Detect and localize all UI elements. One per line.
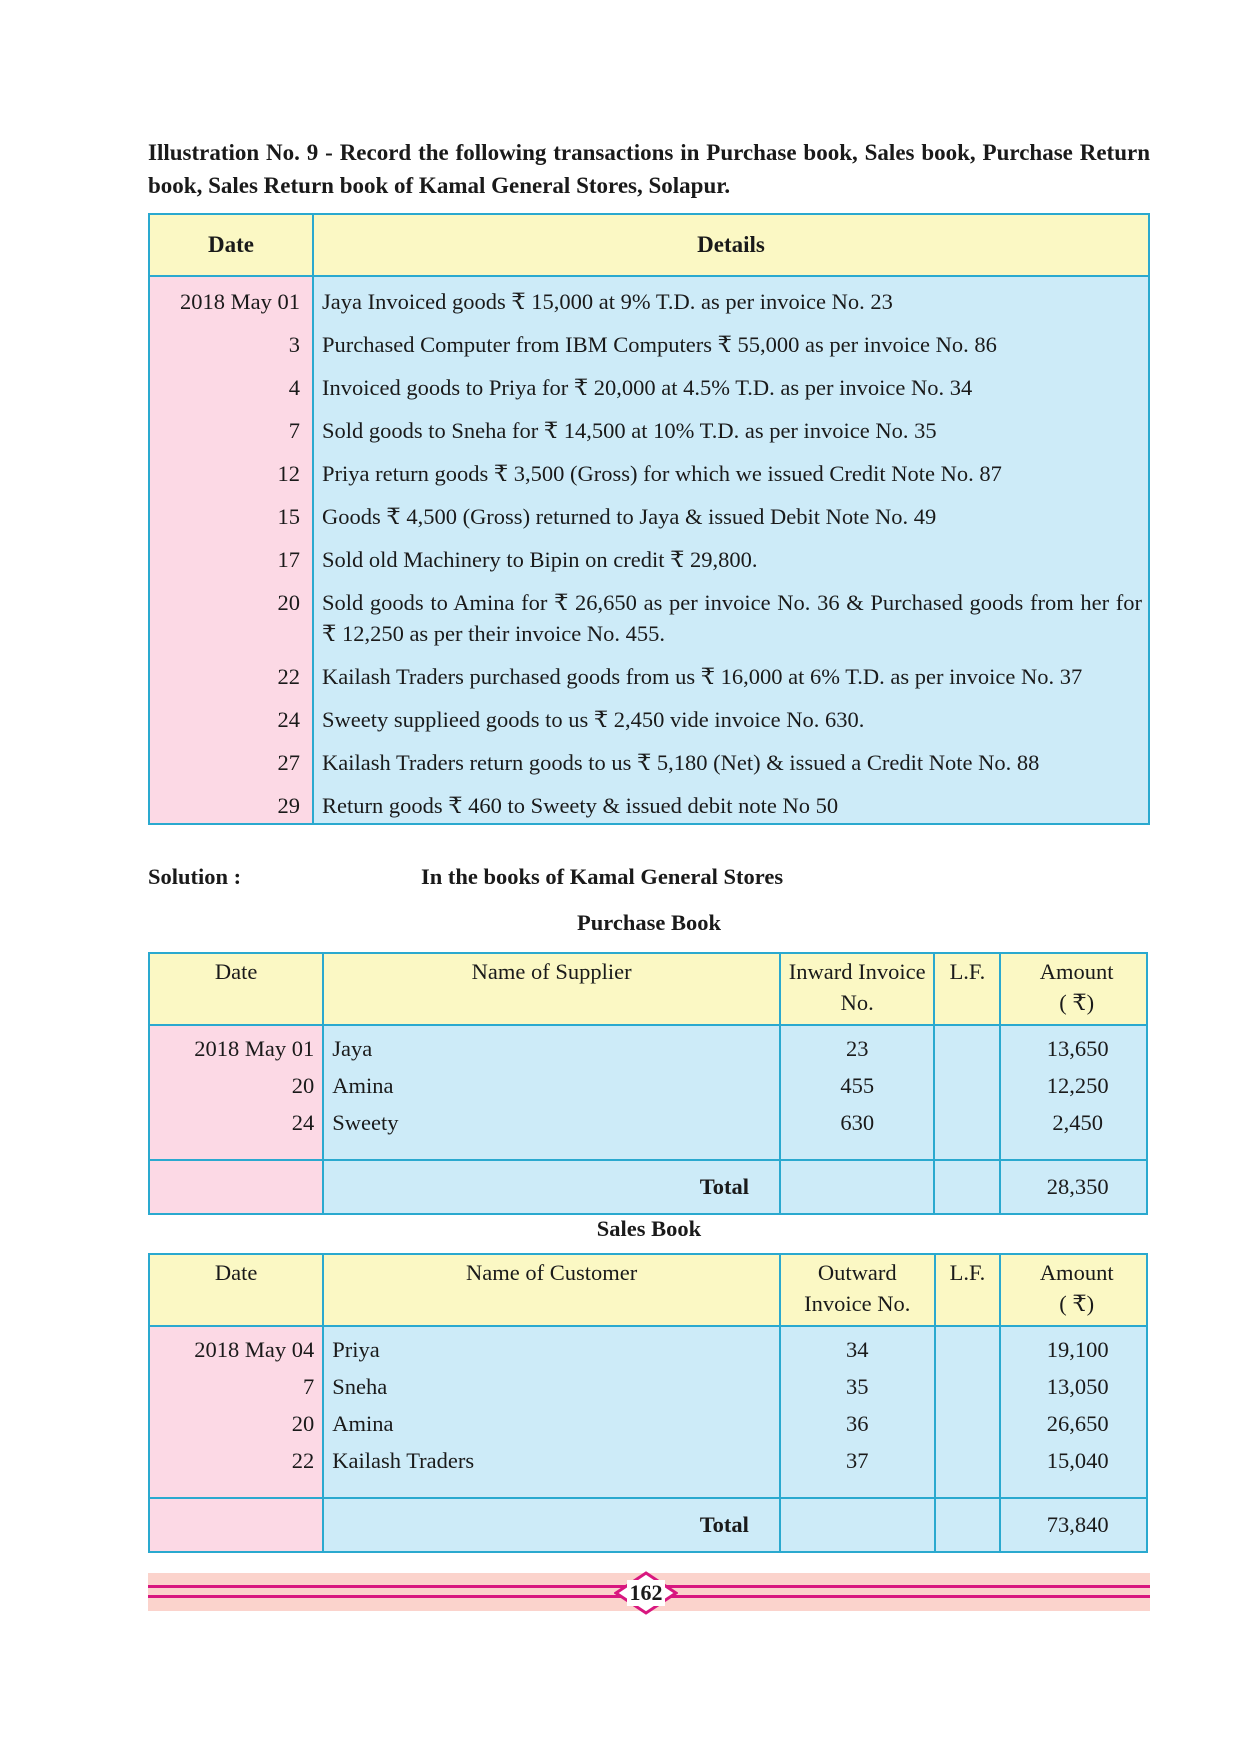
illustration-heading: Illustration No. 9 - Record the following transactions in Purchase book, Sales book, Purchase Return book, Sales Return book of Kamal General Stores, Solapur. [148,140,1150,198]
table-row [149,446,1149,489]
sales-book-title: Sales Book [596,1216,702,1241]
row-invoice: 630 [780,1104,935,1141]
total-row [149,1498,1147,1552]
transaction-details: Sold goods to Amina for ₹ 26,650 as per invoice No. 36 & Purchased goods from her for ₹ 12,250 as per their invoice No. 455. [313,575,1149,649]
transaction-date: 7 [149,403,313,446]
row-amount: 15,040 [1000,1442,1147,1479]
table-row [149,1104,1147,1141]
transaction-details: Priya return goods ₹ 3,500 (Gross) for which we issued Credit Note No. 87 [313,446,1149,489]
amount-label: Amount [1039,959,1114,984]
row-date: 7 [149,1368,323,1405]
column-header-customer: Name of Customer [323,1254,780,1326]
column-header-invoice: Outward Invoice No. [780,1254,935,1326]
total-amount: 73,840 [1000,1498,1147,1552]
row-date: 2018 May 01 [149,1025,323,1067]
table-row [149,575,1149,649]
row-amount: 19,100 [1000,1326,1147,1368]
table-row [149,692,1149,735]
transaction-details: Sweety supplieed goods to us ₹ 2,450 vide invoice No. 630. [313,692,1149,735]
row-date: 20 [149,1067,323,1104]
row-invoice: 37 [780,1442,935,1479]
row-date: 20 [149,1405,323,1442]
column-header-details: Details [313,214,1149,276]
table-row [149,735,1149,778]
column-header-date: Date [149,214,313,276]
row-invoice: 23 [780,1025,935,1067]
row-lf [935,1326,1001,1368]
row-amount: 13,650 [1000,1025,1147,1067]
table-row [149,489,1149,532]
row-customer: Amina [323,1405,780,1442]
transaction-details: Invoiced goods to Priya for ₹ 20,000 at 4.5% T.D. as per invoice No. 34 [313,360,1149,403]
total-label: Total [323,1160,780,1214]
column-header-invoice: Inward Invoice No. [780,953,935,1025]
transaction-details: Jaya Invoiced goods ₹ 15,000 at 9% T.D. as per invoice No. 23 [313,276,1149,317]
table-row [149,403,1149,446]
amount-unit: ( ₹) [1059,990,1095,1015]
row-date: 2018 May 04 [149,1326,323,1368]
transaction-date: 3 [149,317,313,360]
row-invoice: 35 [780,1368,935,1405]
transaction-date: 17 [149,532,313,575]
transaction-date: 2018 May 01 [149,276,313,317]
transaction-details: Return goods ₹ 460 to Sweety & issued debit note No 50 [313,778,1149,824]
transactions-table [148,213,1150,825]
purchase-book-title: Purchase Book [577,910,721,935]
row-amount: 12,250 [1000,1067,1147,1104]
transaction-date: 15 [149,489,313,532]
table-row [149,276,1149,317]
column-header-supplier: Name of Supplier [323,953,780,1025]
transaction-date: 20 [149,575,313,649]
row-lf [934,1104,1000,1141]
table-row [149,317,1149,360]
row-supplier: Sweety [323,1104,780,1141]
table-row-spacer [149,1479,1147,1498]
transaction-details: Sold old Machinery to Bipin on credit ₹ 29,800. [313,532,1149,575]
column-header-amount [1000,1254,1147,1326]
transaction-details: Kailash Traders return goods to us ₹ 5,180 (Net) & issued a Credit Note No. 88 [313,735,1149,778]
table-row [149,778,1149,824]
sales-book-table [148,1253,1148,1553]
table-row-spacer [149,1141,1147,1160]
row-lf [935,1405,1001,1442]
transaction-details: Goods ₹ 4,500 (Gross) returned to Jaya & issued Debit Note No. 49 [313,489,1149,532]
row-lf [934,1067,1000,1104]
column-header-amount [1000,953,1147,1025]
table-row [149,1025,1147,1067]
column-header-lf: L.F. [934,953,1000,1025]
amount-unit: ( ₹) [1059,1291,1095,1316]
solution-label: Solution : [148,864,242,889]
table-row [149,532,1149,575]
row-invoice: 36 [780,1405,935,1442]
transaction-date: 27 [149,735,313,778]
row-amount: 2,450 [1000,1104,1147,1141]
row-invoice: 34 [780,1326,935,1368]
total-label: Total [323,1498,780,1552]
transaction-date: 24 [149,692,313,735]
table-row [149,1405,1147,1442]
row-customer: Sneha [323,1368,780,1405]
row-supplier: Jaya [323,1025,780,1067]
table-row [149,1442,1147,1479]
transaction-date: 12 [149,446,313,489]
page-number: 162 [629,1580,663,1605]
row-invoice: 455 [780,1067,935,1104]
table-row [149,1326,1147,1368]
row-amount: 26,650 [1000,1405,1147,1442]
total-row [149,1160,1147,1214]
row-date: 22 [149,1442,323,1479]
transaction-date: 29 [149,778,313,824]
solution-caption: In the books of Kamal General Stores [421,864,784,889]
amount-label: Amount [1039,1260,1114,1285]
column-header-lf: L.F. [935,1254,1001,1326]
purchase-book-table [148,952,1148,1215]
transaction-details: Purchased Computer from IBM Computers ₹ 55,000 as per invoice No. 86 [313,317,1149,360]
row-date: 24 [149,1104,323,1141]
transaction-date: 22 [149,649,313,692]
row-lf [935,1368,1001,1405]
total-amount: 28,350 [1000,1160,1147,1214]
row-lf [935,1442,1001,1479]
column-header-date: Date [149,953,323,1025]
table-row [149,1067,1147,1104]
transaction-details: Kailash Traders purchased goods from us ₹ 16,000 at 6% T.D. as per invoice No. 37 [313,649,1149,692]
table-row [149,649,1149,692]
row-customer: Kailash Traders [323,1442,780,1479]
table-row [149,360,1149,403]
row-customer: Priya [323,1326,780,1368]
column-header-date: Date [149,1254,323,1326]
transaction-details: Sold goods to Sneha for ₹ 14,500 at 10% T.D. as per invoice No. 35 [313,403,1149,446]
row-supplier: Amina [323,1067,780,1104]
table-row [149,1368,1147,1405]
row-amount: 13,050 [1000,1368,1147,1405]
transaction-date: 4 [149,360,313,403]
row-lf [934,1025,1000,1067]
